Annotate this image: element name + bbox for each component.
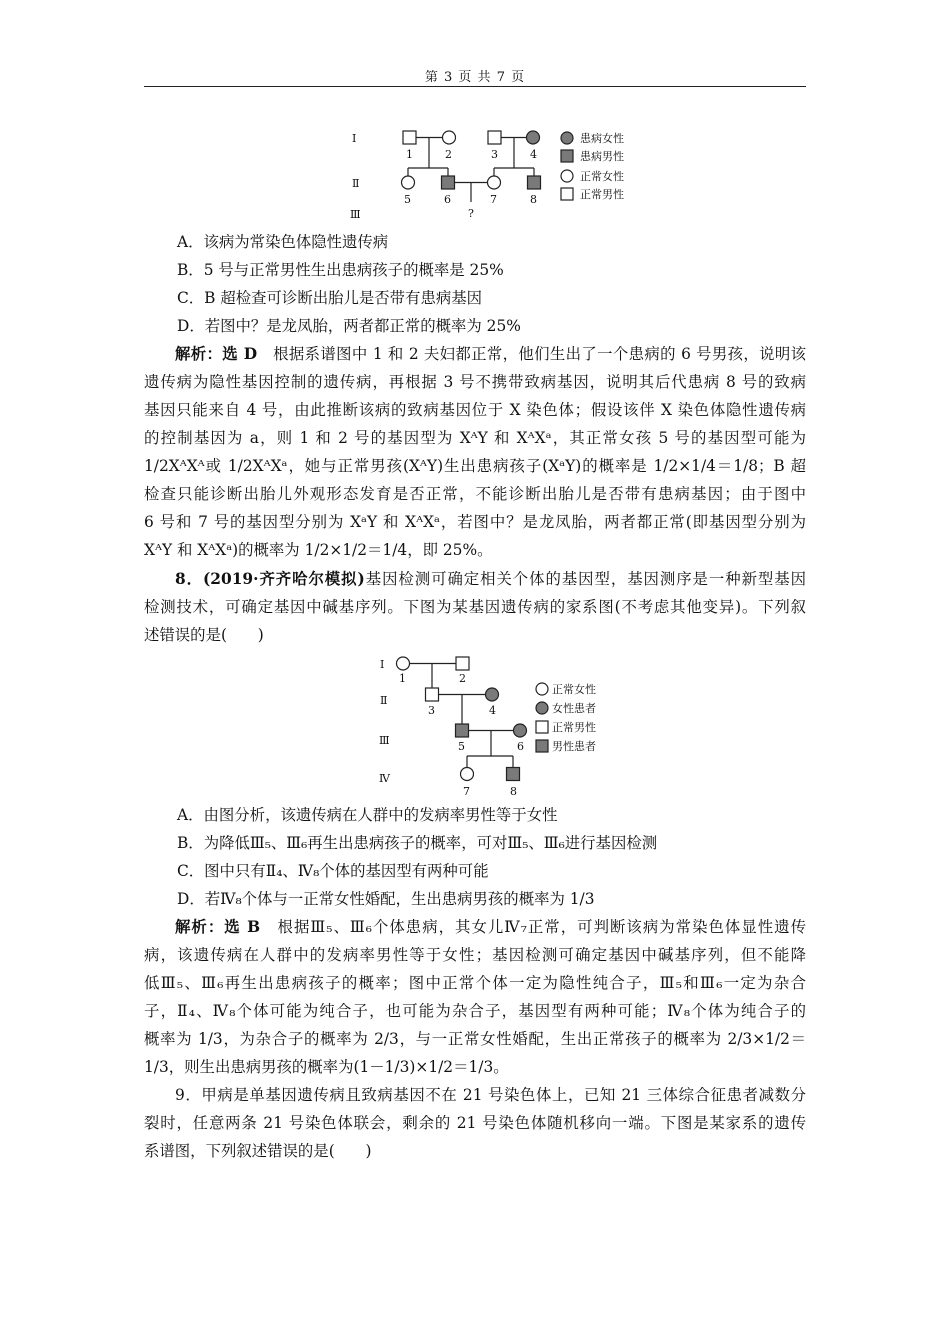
question-number: 8． [175, 570, 204, 588]
q8-stem-line: 述错误的是( ) [144, 626, 264, 644]
analysis-text: 根据Ⅲ₅、Ⅲ₆个体患病，其女儿Ⅳ₇正常，可判断该病为常染色体显性遗传 [277, 918, 806, 936]
individual-7-normal-female [488, 176, 501, 189]
gen-label: Ⅳ [379, 772, 390, 785]
gen-label: Ⅲ [379, 734, 390, 747]
individual-8-affected-male [528, 176, 541, 189]
q7-analysis-line: 6 号和 7 号的基因型分别为 XᵃY 和 XᴬXᵃ，若图中？是龙凤胎，两者都正常(即基因型分别为 [144, 513, 806, 531]
individual-8-affected-male [507, 768, 520, 781]
legend-normal-male-symbol [561, 188, 573, 200]
id-number: 4 [489, 704, 496, 717]
legend-label: 正常女性 [552, 683, 596, 696]
legend-normal-female-symbol [536, 683, 548, 695]
legend-affected-male-symbol [536, 740, 548, 752]
legend-normal-male-symbol [536, 721, 548, 733]
q8-option-c: C．图中只有Ⅱ₄、Ⅳ₈个体的基因型有两种可能 [177, 862, 489, 880]
q7-option-a: A．该病为常染色体隐性遗传病 [177, 233, 389, 251]
gen-label: Ⅱ [352, 177, 360, 190]
id-number: 4 [530, 148, 537, 161]
unknown-offspring: ? [468, 207, 474, 220]
analysis-label: 解析： [175, 345, 223, 363]
id-number: 1 [406, 148, 413, 161]
id-number: 5 [458, 740, 465, 753]
id-number: 1 [399, 672, 406, 685]
id-number: 6 [517, 740, 524, 753]
q8-stem-line [175, 569, 806, 589]
legend-affected-female-symbol [536, 702, 548, 714]
legend-label: 正常男性 [552, 721, 596, 734]
gen-label: Ⅲ [350, 208, 361, 221]
individual-1-normal-female [397, 657, 410, 670]
individual-4-affected-female [486, 688, 499, 701]
gen-label: Ⅰ [380, 658, 385, 671]
descent-line [467, 731, 513, 763]
q8-option-d: D．若Ⅳ₈个体与一正常女性婚配，生出患病男孩的概率为 1/3 [177, 890, 595, 908]
pedigree-figure-q7 [340, 120, 640, 230]
id-number: 7 [463, 785, 470, 798]
id-number: 6 [444, 193, 451, 206]
q9-stem-line: 9．甲病是单基因遗传病且致病基因不在 21 号染色体上，已知 21 三体综合征患者减数分 [175, 1086, 806, 1104]
q7-analysis-line [175, 344, 806, 364]
q7-analysis-line: 遗传病为隐性基因控制的遗传病，再根据 3 号不携带致病基因，说明其后代患病 8 号的致病 [144, 373, 806, 391]
question-source: (2019·齐齐哈尔模拟) [203, 570, 365, 588]
q7-analysis-line: 的控制基因为 a，则 1 和 2 号的基因型为 XᴬY 和 XᴬXᵃ，其正常女孩 5 号的基因型可能为 [144, 429, 806, 447]
individual-1-normal-male [403, 131, 416, 144]
question-stem: 基因检测可确定相关个体的基因型，基因测序是一种新型基因 [364, 570, 806, 588]
q7-option-c: C．B 超检查可诊断出胎儿是否带有患病基因 [177, 289, 483, 307]
page-header: 第 3 页 共 7 页 [424, 70, 526, 85]
pedigree-figure-q8 [370, 648, 620, 800]
q8-analysis-line: 1/3，则生出患病男孩的概率为(1－1/3)×1/2＝1/3。 [144, 1058, 509, 1076]
id-number: 5 [404, 193, 411, 206]
id-number: 8 [530, 193, 537, 206]
legend-normal-female-symbol [561, 170, 573, 182]
q8-option-a: A．由图分析，该遗传病在人群中的发病率男性等于女性 [177, 806, 558, 824]
id-number: 2 [459, 672, 466, 685]
legend-label: 正常女性 [580, 170, 624, 183]
individual-4-affected-female [527, 131, 540, 144]
individual-6-affected-male [442, 176, 455, 189]
analysis-label: 解析： [175, 918, 225, 936]
q7-option-b: B．5 号与正常男性生出患病孩子的概率是 25% [177, 261, 504, 279]
id-number: 2 [445, 148, 452, 161]
q8-analysis-line: 病，该遗传病在人群中的发病率男性等于女性；基因检测可确定基因中碱基序列，但不能降 [144, 946, 806, 964]
individual-6-affected-female [514, 724, 527, 737]
individual-5-normal-female [402, 176, 415, 189]
id-number: 8 [510, 785, 517, 798]
q9-stem-line: 系谱图，下列叙述错误的是( ) [144, 1142, 372, 1160]
legend-label: 患病女性 [580, 132, 624, 145]
individual-2-normal-male [456, 657, 469, 670]
gen-label: Ⅱ [380, 694, 388, 707]
gen-label: Ⅰ [352, 132, 357, 145]
legend-affected-female-symbol [561, 132, 573, 144]
individual-2-normal-female [443, 131, 456, 144]
q7-option-d: D．若图中？是龙凤胎，两者都正常的概率为 25% [177, 317, 521, 335]
q8-analysis-line [175, 917, 806, 937]
q8-stem-line: 检测技术，可确定基因中碱基序列。下图为某基因遗传病的家系图(不考虑其他变异)。下列叙 [144, 598, 806, 616]
legend-label: 男性患者 [552, 740, 596, 753]
q8-analysis-line: 低Ⅲ₅、Ⅲ₆再生出患病孩子的概率；图中正常个体一定为隐性纯合子，Ⅲ₅和Ⅲ₆一定为杂合 [144, 974, 806, 992]
individual-3-normal-male [426, 688, 439, 701]
q8-analysis-line: 概率为 1/3，为杂合子的概率为 2/3，与一正常女性婚配，生出正常孩子的概率为 2/3×1/2＝ [144, 1030, 806, 1048]
legend-label: 女性患者 [552, 702, 596, 715]
q7-analysis-line: 1/2XᴬXᴬ或 1/2XᴬXᵃ，她与正常男孩(XᴬY)生出患病孩子(XᵃY)的概率是 1/2×1/4＝1/8；B 超 [144, 457, 806, 475]
id-number: 3 [491, 148, 498, 161]
legend-label: 患病男性 [580, 150, 624, 163]
id-number: 7 [490, 193, 497, 206]
q7-analysis-line: 检查只能诊断出胎儿外观形态发育是否正常，不能诊断出胎儿是否带有患病基因；由于图中 [144, 485, 806, 503]
legend-label: 正常男性 [580, 188, 624, 201]
individual-3-normal-male [488, 131, 501, 144]
legend-affected-male-symbol [561, 150, 573, 162]
answer-choice: 选 B [224, 918, 261, 936]
q9-stem-line: 裂时，任意两条 21 号染色体联会，剩余的 21 号染色体随机移向一端。下图是某家系的遗传 [144, 1114, 806, 1132]
header-rule [144, 86, 806, 87]
individual-7-normal-female [461, 768, 474, 781]
answer-choice: 选 D [222, 345, 258, 363]
q7-analysis-line: XᴬY 和 XᴬXᵃ)的概率为 1/2×1/2＝1/4，即 25%。 [144, 541, 493, 559]
analysis-text: 根据系谱图中 1 和 2 夫妇都正常，他们生出了一个患病的 6 号男孩，说明该 [273, 345, 806, 363]
q7-analysis-line: 基因只能来自 4 号，由此推断该病的致病基因位于 X 染色体；假设该伴 X 染色体隐性遗传病 [144, 401, 806, 419]
q8-analysis-line: 子，Ⅱ₄、Ⅳ₈个体可能为纯合子，也可能为杂合子，基因型有两种可能；Ⅳ₈个体为纯合子的 [144, 1002, 806, 1020]
individual-5-affected-male [456, 724, 469, 737]
q8-option-b: B．为降低Ⅲ₅、Ⅲ₆再生出患病孩子的概率，可对Ⅲ₅、Ⅲ₆进行基因检测 [177, 834, 658, 852]
id-number: 3 [428, 704, 435, 717]
